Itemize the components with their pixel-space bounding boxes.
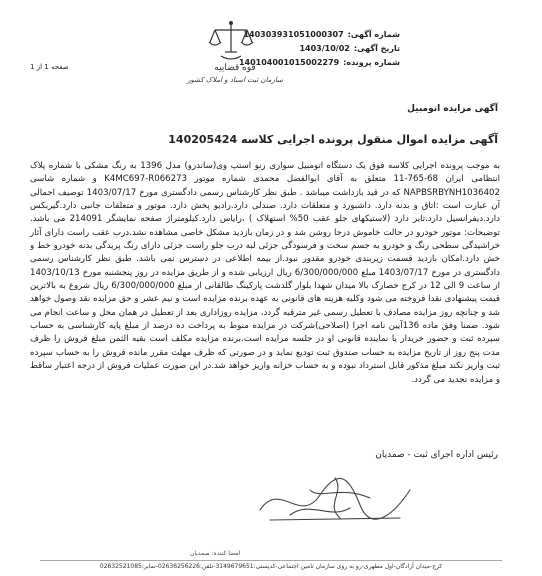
notice-subtitle: آگهی مزایده اموال منقول پرونده اجرایی کلاسه 140205424 bbox=[168, 133, 498, 146]
notice-title: آگهی مزایده اتومبیل bbox=[407, 104, 498, 114]
notice-number-label: شماره آگهی: bbox=[347, 30, 400, 39]
signature-icon bbox=[250, 470, 420, 530]
signer-line: رئیس اداره اجرای ثبت - صمدیان bbox=[375, 450, 498, 460]
judiciary-emblem-icon bbox=[207, 18, 255, 64]
notice-body: به موجب پرونده اجرایی کلاسه فوق یک دستگاه اتومبیل سواری رنو استپ وی(ساندرو) مدل 1396 به رنگ مشکی با شماره پلاک انتظامی ایران 68-765-11 متعلق به آقای ابوالفضل محمدی شماره موتور K4MC697-R066273 و شماره شاسی NAPBSRBYNH1036402 که در قید بازداشت میباشد . طبق نظر کارشناس رسمی دادگستری مورخ 1403/07/17 توصیف اجمالی آن عبارت است :اتاق و بدنه دارد. داشبورد و متعلقات دارد. صندلی دارد.رادیو پخش دارد. موتور و متعلقات جانبی دارد.گیربکس دارد.دیفرانسیل دارد.تایر دارد (لاستیکهای جلو عقب 50% استهلاک ) ،رایاس دارد.کیلومتراژ صفحه نمایشگر 214091 می باشد. توضیحات: موتور خودرو در حالت خاموش درجا روشن شد و در زمان بازدید مشکل خاصی مشاهده نشد.درب عقب راست دارای آثار خراشیدگی سطحی رنگ و خودرو به جسم سخت و فرسودگی جزئی لبه درب جلو راست جزئی دارای رنگ پریدگی بدنه خودرو خط و خش دارد.امکان بازدید قسمت زیربندی خودرو مقدور نبود.از بیمه اطلاعی در دسترس نمی باشد. طبق نظر کارشناس رسمی دادگستری در مورخ 1403/07/17 مبلغ 6/300/000/000 ریال ارزیابی شده و از طریق مزایده در روز پنجشنبه مورخ 1403/10/13 از ساعت 9 الی 12 در کرج حصارک بالا میدان شهدا بلوار گلدشت پارکینگ طالقانی از مبلغ 6/300/000/000 ریال شروع به بالاترین قیمت پیشنهادی نقدا فروخته می شود وکلیه هزینه های قانونی به عهده برنده مزایده است و نیم عشر و حق مزایده نقد وصول خواهد شد و چنانچه روز مزایده مصادف با تعطیل رسمی غیر مترقبه گردد، مزایده روزاداری بعد از تعطیل در همان محل و ساعت انجام می شود. ضمنا وفق ماده 136آیین نامه اجرا (اصلاحی)شرکت در مزایده منوط به پرداخت ده درصد از مبلغ پایه کارشناسی به حساب سپرده ثبت و حضور خریدار یا نماینده قانونی او در جلسه مزایده است.برنده مزایده مکلف است بقیه الثمن مبلغ فروش را ظرف مدت پنج روز از تاریخ مزایده به حساب صندوق ثبت تودیع نماید و در صورتی که ظرف مهلت مقرر مانده فروش را به حساب سپرده ثبت واریز نکند مبلغ مذکور قابل استرداد نبوده و به حساب خزانه واریز خواهد شد.در این صورت عملیات فروش از درجه اعتبار ساقط و مزایده تجدید می گردد. bbox=[30, 161, 501, 385]
org-subname: سازمان ثبت اسناد و املاک کشور bbox=[187, 76, 283, 84]
case-number-label: شماره پرونده: bbox=[343, 58, 400, 67]
org-name: قوه قضاییه bbox=[214, 63, 256, 73]
case-number: 140104001015002279 bbox=[238, 58, 340, 67]
notice-number: 140303931051000307 bbox=[243, 30, 344, 39]
notice-date: 1403/10/02 bbox=[299, 44, 350, 53]
notice-date-row bbox=[270, 42, 400, 56]
footer-address: کرج-میدان آزادگان-اول مطهری-رو به روی سازمان تامین اجتماعی-کدپستی:3149679651-تلفن:02636256226-نمابر:02632521085 bbox=[40, 560, 502, 570]
signed-by-label: امضا کننده: صمدیان bbox=[190, 550, 241, 557]
notice-number-row bbox=[243, 28, 400, 42]
page-number: صفحه 1 از 1 bbox=[30, 63, 69, 71]
organization-name bbox=[150, 62, 320, 86]
notice-date-label: تاریخ آگهی: bbox=[353, 44, 400, 53]
